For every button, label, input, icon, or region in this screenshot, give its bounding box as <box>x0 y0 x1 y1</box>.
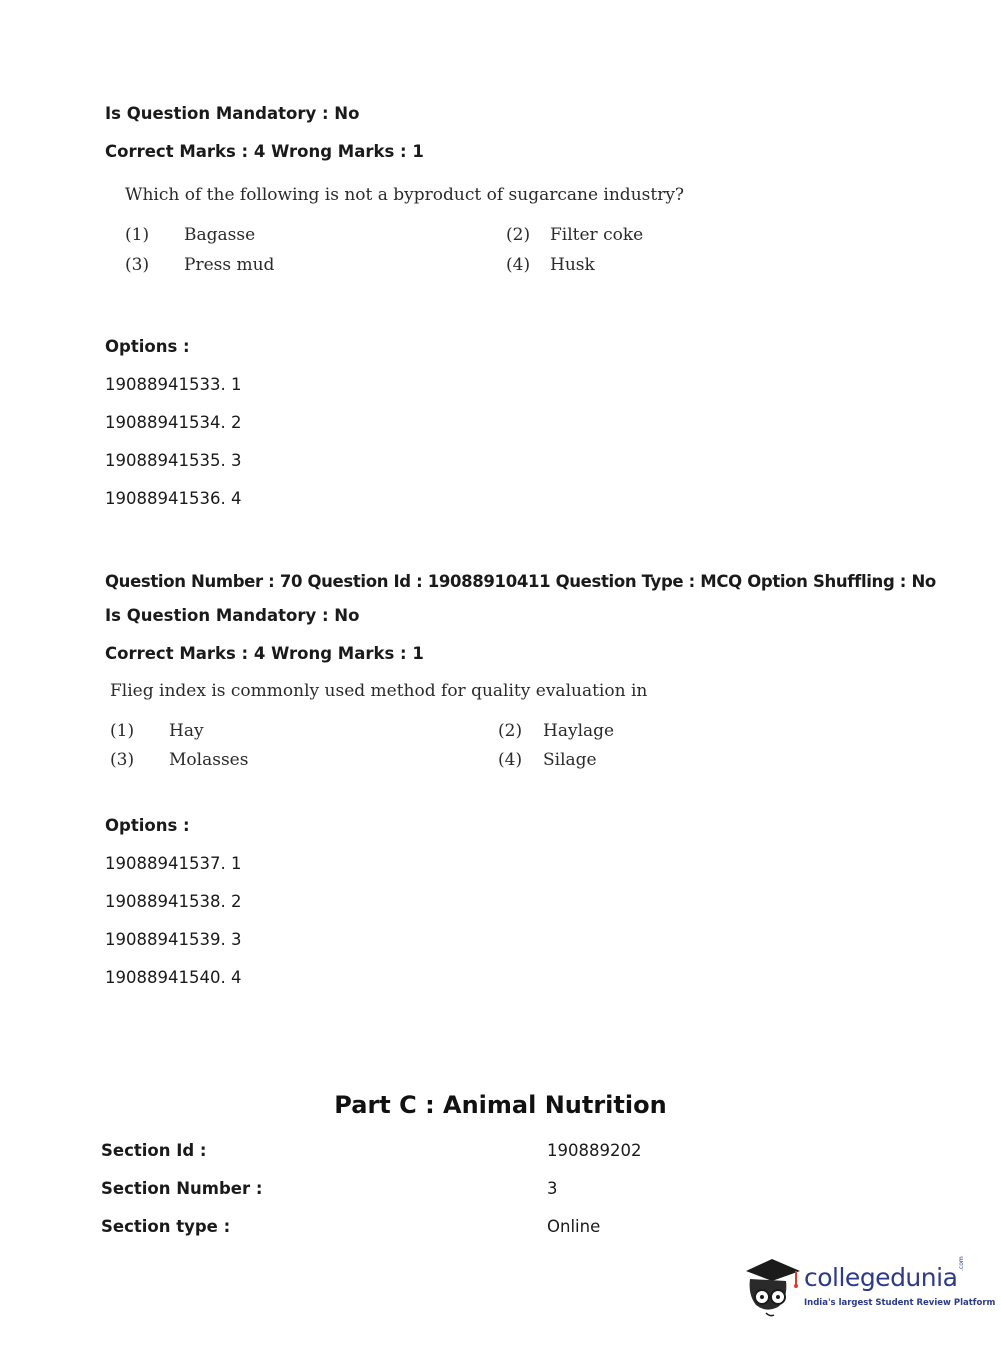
q2-marks: Correct Marks : 4 Wrong Marks : 1 <box>105 644 424 663</box>
section-type-value: Online <box>547 1217 601 1236</box>
logo-wordmark: collegedunia <box>804 1263 958 1292</box>
section-number-label: Section Number : <box>101 1179 263 1198</box>
q2-choice-2-text: Haylage <box>543 721 615 741</box>
q1-choice-1-text: Bagasse <box>184 225 256 245</box>
q1-option-2: 19088941534. 2 <box>105 413 242 432</box>
q1-choice-3-text: Press mud <box>184 255 275 275</box>
q1-question-text: Which of the following is not a byproduct of sugarcane industry? <box>125 185 685 205</box>
q1-choice-3-num: (3) <box>125 255 150 275</box>
q1-mandatory: Is Question Mandatory : No <box>105 104 360 123</box>
q2-option-1: 19088941537. 1 <box>105 854 242 873</box>
q2-option-3: 19088941539. 3 <box>105 930 242 949</box>
q1-choice-2-text: Filter coke <box>550 225 644 245</box>
section-title: Part C : Animal Nutrition <box>334 1091 667 1119</box>
q1-marks: Correct Marks : 4 Wrong Marks : 1 <box>105 142 424 161</box>
collegedunia-mascot-icon <box>742 1249 804 1319</box>
q2-option-2: 19088941538. 2 <box>105 892 242 911</box>
logo-suffix: .com <box>958 1256 965 1271</box>
section-id-label: Section Id : <box>101 1141 207 1160</box>
q2-choice-1-num: (1) <box>110 721 135 741</box>
q1-choice-2-num: (2) <box>506 225 531 245</box>
q2-choice-4-text: Silage <box>543 750 597 770</box>
section-id-value: 190889202 <box>547 1141 642 1160</box>
q2-choice-3-text: Molasses <box>169 750 249 770</box>
q1-choice-4-text: Husk <box>550 255 595 275</box>
logo-tagline: India's largest Student Review Platform <box>804 1298 996 1308</box>
q2-header: Question Number : 70 Question Id : 19088910411 Question Type : MCQ Option Shuffling : No <box>105 572 936 591</box>
q2-choice-4-num: (4) <box>498 750 523 770</box>
section-number-value: 3 <box>547 1179 558 1198</box>
q1-option-1: 19088941533. 1 <box>105 375 242 394</box>
q2-option-4: 19088941540. 4 <box>105 968 242 987</box>
section-type-label: Section type : <box>101 1217 231 1236</box>
q2-mandatory: Is Question Mandatory : No <box>105 606 360 625</box>
q1-options-label: Options : <box>105 337 190 356</box>
q2-choice-1-text: Hay <box>169 721 204 741</box>
q2-options-label: Options : <box>105 816 190 835</box>
q1-choice-1-num: (1) <box>125 225 150 245</box>
q1-option-3: 19088941535. 3 <box>105 451 242 470</box>
q2-choice-2-num: (2) <box>498 721 523 741</box>
q1-option-4: 19088941536. 4 <box>105 489 242 508</box>
q2-question-text: Flieg index is commonly used method for quality evaluation in <box>110 681 648 701</box>
q1-choice-4-num: (4) <box>506 255 531 275</box>
q2-choice-3-num: (3) <box>110 750 135 770</box>
